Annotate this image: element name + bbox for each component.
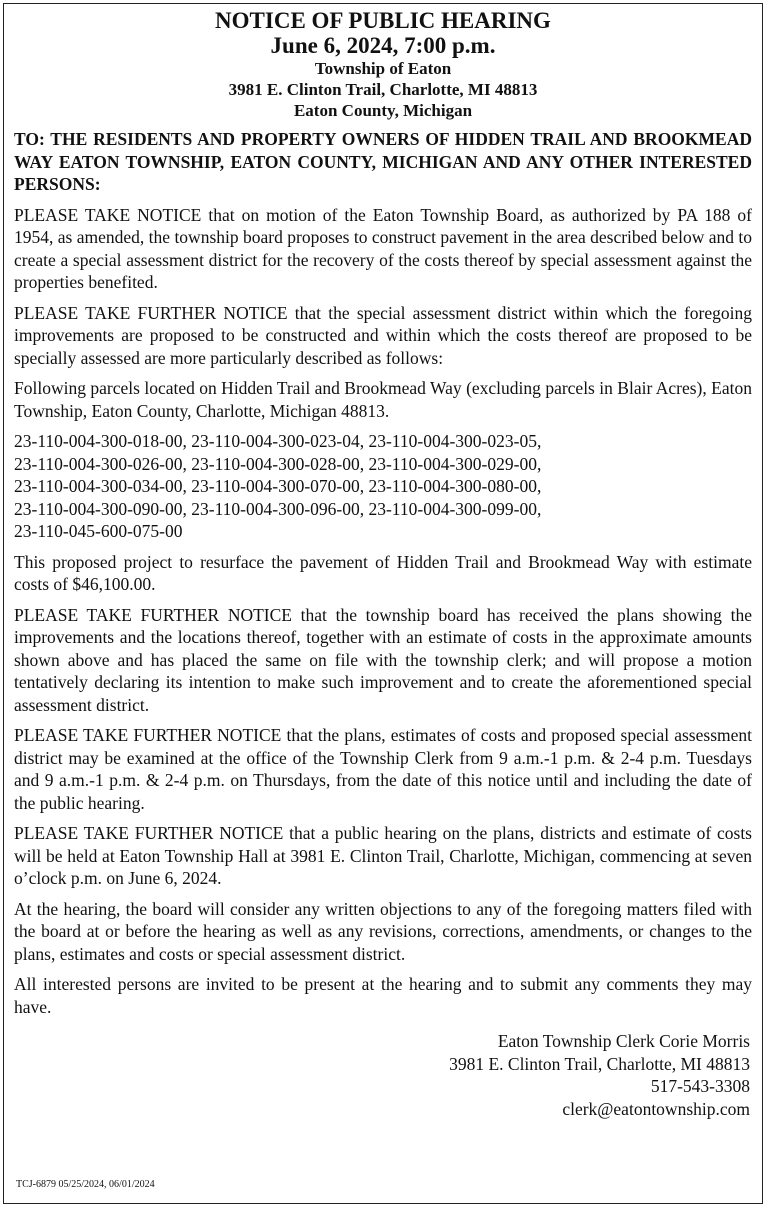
paragraph-plans-received: PLEASE TAKE FURTHER NOTICE that the township board has received the plans showing the improvements and the locations thereof, together with an estimate of costs in the approximate amounts shown above and has placed the same on file with the township clerk; and will propose a motion tentatively declaring its intention to make such improvement and to create the aforementioned special assessment district. [14,604,752,715]
publication-footer: TCJ-6879 05/25/2024, 06/01/2024 [16,1179,155,1190]
hearing-date-time: June 6, 2024, 7:00 p.m. [270,33,496,58]
parcel-list [14,430,752,543]
paragraph-hearing-location: PLEASE TAKE FURTHER NOTICE that a public hearing on the plans, districts and estimate of costs will be held at Eaton Township Hall at 3981 E. Clinton Trail, Charlotte, Michigan, commencing at seven o’clock p.m. on June 6, 2024. [14,823,752,888]
notice-header [4,8,762,121]
parcel-line: 23-110-004-300-018-00, 23-110-004-300-023-04, 23-110-004-300-023-05, [14,431,542,451]
paragraph-district: PLEASE TAKE FURTHER NOTICE that the special assessment district within which the foregoing improvements are proposed to be constructed and within which the costs thereof are proposed to be specially assessed are more particularly described as follows: [14,302,752,368]
parcel-line: 23-110-045-600-075-00 [14,521,183,541]
paragraph-parcels-intro: Following parcels located on Hidden Trail and Brookmead Way (excluding parcels in Blair Acres), Eaton Township, Eaton County, Charlotte, Michigan 48813. [14,378,752,421]
notice-frame [3,3,763,1204]
clerk-address: 3981 E. Clinton Trail, Charlotte, MI 48813 [449,1053,750,1074]
parcel-line: 23-110-004-300-090-00, 23-110-004-300-096-00, 23-110-004-300-099-00, [14,498,542,519]
clerk-name: Eaton Township Clerk Corie Morris [497,1031,750,1051]
signature-block [14,1030,752,1120]
township-name: Township of Eaton [314,59,452,78]
addressee-line: TO: THE RESIDENTS AND PROPERTY OWNERS OF HIDDEN TRAIL AND BROOKMEAD WAY EATON TOWNSHIP, EATON COUNTY, MICHIGAN AND ANY OTHER INTERESTED PERSONS: [14,129,752,194]
notice-body [4,128,762,1120]
paragraph-notice: PLEASE TAKE NOTICE that on motion of the Eaton Township Board, as authorized by PA 188 of 1954, as amended, the township board proposes to construct pavement in the area described below and to create a special assessment district for the recovery of the costs thereof by special assessment against the properties benefited. [14,204,752,292]
paragraph-examination-hours: PLEASE TAKE FURTHER NOTICE that the plans, estimates of costs and proposed special assessment district may be examined at the office of the Township Clerk from 9 a.m.-1 p.m. & 2-4 p.m. Tuesdays and 9 a.m.-1 p.m. & 2-4 p.m. on Thursdays, from the date of this notice until and including the date of the public hearing. [14,725,752,813]
parcel-line: 23-110-004-300-034-00, 23-110-004-300-070-00, 23-110-004-300-080-00, [14,476,542,496]
notice-title: NOTICE OF PUBLIC HEARING [215,8,551,33]
clerk-phone: 517-543-3308 [650,1076,750,1096]
paragraph-objections: At the hearing, the board will consider any written objections to any of the foregoing matters filed with the board at or before the hearing as well as any revisions, corrections, amendments, or changes to the plans, estimates and costs or special assessment district. [14,898,752,964]
parcel-line: 23-110-004-300-026-00, 23-110-004-300-028-00, 23-110-004-300-029-00, [14,453,542,474]
county-name: Eaton County, Michigan [293,101,473,120]
paragraph-project-cost: This proposed project to resurface the pavement of Hidden Trail and Brookmead Way with estimate costs of $46,100.00. [14,551,752,594]
township-address: 3981 E. Clinton Trail, Charlotte, MI 48813 [228,80,538,99]
clerk-email: clerk@eatontownship.com [562,1098,750,1119]
paragraph-invitation: All interested persons are invited to be present at the hearing and to submit any comments they may have. [14,974,752,1017]
